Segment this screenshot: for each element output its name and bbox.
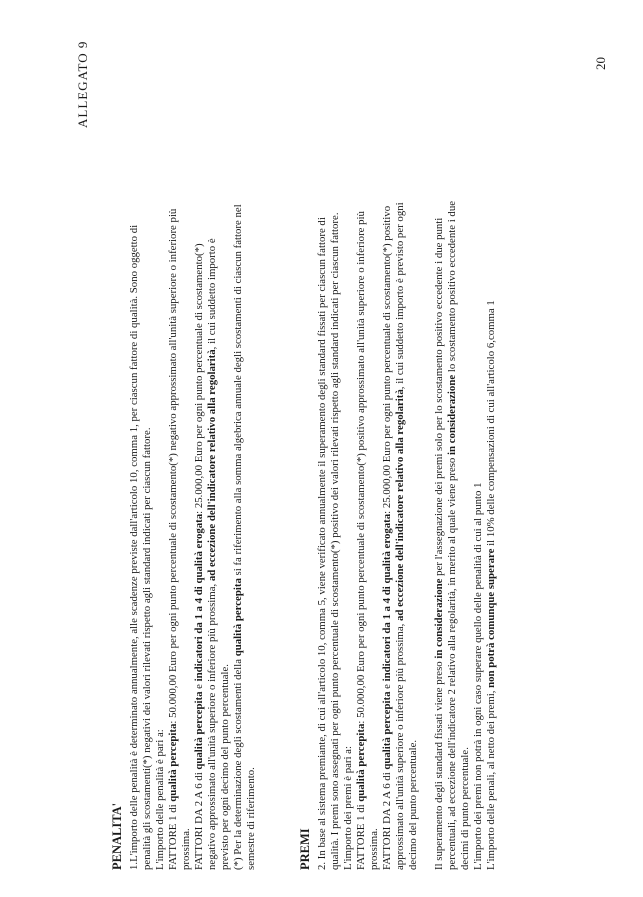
penalita-line: semestre di riferimento. (245, 767, 257, 870)
penalita-line: FATTORE 1 di qualità percepita: 50.000,00 Euro per ogni punto percentuale di scostamento(*) negativo approssimato all'unità superiore o inferiore più (167, 208, 179, 870)
premi-line: decimi di punto percentuale. (459, 747, 471, 870)
penalita-line: 1.L'importo delle penalità è determinato annualmente, alle scadenze previste dall'articolo 10, comma 1, per ciascun fattore di qualità. Sono oggetto di (128, 224, 140, 870)
premi-line: FATTORE 1 di qualità percepita: 50.000,00 Euro per ogni punto percentuale di scostamento(*) positivo approssimato all'unità superiore o inferiore più (355, 211, 367, 870)
penalita-line: FATTORI DA 2 A 6 di qualità percepita e indicatori da 1 a 4 di qualità erogata: 25.000,00 Euro per ogni punto percentuale di scostamento(*) (193, 243, 205, 870)
premi-heading: PREMI (298, 828, 312, 870)
premi-line: Il superamento degli standard fissati viene preso in considerazione per l'assegnazione dei premi solo per lo scostamento positivo eccedente i due punti (433, 217, 445, 870)
penalita-line: negativo approssimato all'unità superiore o inferiore più prossima, ad eccezione dell'indicatore relativo alla regolarità, il cui suddetto importo è (206, 238, 218, 870)
penalita-line: previsto per ogni decimo del punto percentuale. (219, 664, 231, 870)
penalita-line: (*) Per la determinazione degli scostamenti della qualità percepita si fa riferimento alla somma algebrica annuale degli scostamenti di ciascun fattore nel (232, 204, 244, 870)
premi-line: L'importo dei premi è pari a: (342, 746, 354, 870)
premi-line: FATTORI DA 2 A 6 di qualità percepita e indicatori da 1 a 4 di qualità erogata: 25.000,00 Euro per ogni punto percentuale di scostamento(*) positivo (381, 205, 393, 870)
rotated-content (70, 15, 630, 870)
penalita-line: prossima. (180, 828, 192, 870)
page-number: 20 (593, 57, 608, 70)
premi-line: 2. In base al sistema premiante, di cui all'articolo 10, comma 5, viene verificato annualmente il superamento degli standard fissati per ciascun fattore di (316, 217, 328, 870)
premi-line: decimo del punto percentuale. (407, 739, 419, 870)
premi-line: approssimato all'unità superiore o inferiore più prossima, ad eccezione dell'indicatore relativo alla regolarità, il cui suddetto importo è previsto per ogni (394, 202, 406, 870)
premi-line: L'importo delle penali, al netto dei premi, non potrà comunque superare il 10% delle compensazioni di cui all'articolo 6,comma 1 (485, 300, 497, 870)
allegato-header: ALLEGATO 9 (75, 40, 90, 128)
penalita-line: L'importo delle penalità è pari a: (154, 729, 166, 870)
premi-line: percentuali, ad eccezione dell'indicatore 2 relativo alla regolarità, in merito al quale viene preso in considerazione lo scostamento positivo eccedente i due (446, 200, 458, 870)
premi-line: prossima. (368, 828, 380, 870)
premi-line: qualità. I premi sono assegnati per ogni punto percentuale di scostamento(*) positivo dei valori rilevati rispetto agli standard indicati per ciascun fattore. (329, 212, 341, 870)
penalita-heading: PENALITA' (110, 802, 124, 870)
penalita-line: penalità gli scostamenti(*) negativi dei valori rilevati rispetto agli standard indicati per ciascun fattore. (141, 427, 153, 870)
premi-line: L'importo dei premi non potrà in ogni caso superare quello delle penalità di cui al punto 1 (472, 482, 484, 870)
